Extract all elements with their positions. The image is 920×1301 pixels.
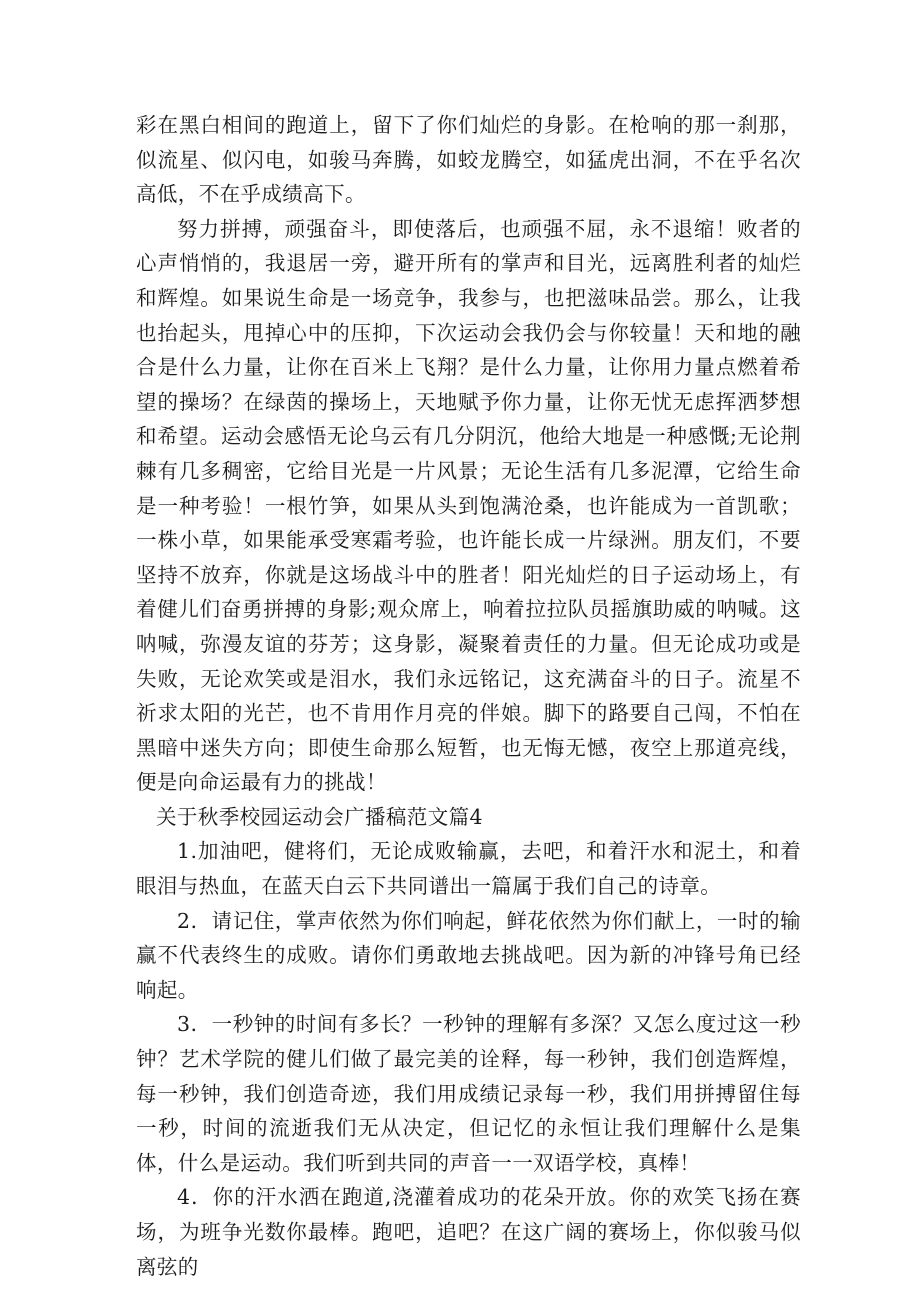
list-item-2: 2．请记住，掌声依然为你们响起，鲜花依然为你们献上，一时的输赢不代表终生的成败。请你们勇敢地去挑战吧。因为新的冲锋号角已经响起。 [136, 908, 801, 1002]
paragraph-continuation: 彩在黑白相间的跑道上，留下了你们灿烂的身影。在枪响的那一刹那，似流星、似闪电，如骏马奔腾，如蛟龙腾空，如猛虎出洞，不在乎名次高低，不在乎成绩高下。 [136, 113, 801, 207]
list-item-4: 4．你的汗水洒在跑道,浇灌着成功的花朵开放。你的欢笑飞扬在赛场，为班争光数你最棒。跑吧，追吧？在这广阔的赛场上，你似骏马似离弦的 [136, 1185, 801, 1279]
section-title: 关于秋季校园运动会广播稿范文篇4 [156, 804, 483, 829]
paragraph-main: 努力拼搏，顽强奋斗，即使落后，也顽强不屈，永不退缩！败者的心声悄悄的，我退居一旁，避开所有的掌声和目光，远离胜利者的灿烂和辉煌。如果说生命是一场竞争，我参与，也把滋味品尝。那么，让我也抬起头，甩掉心中的压抑，下次运动会我仍会与你较量！天和地的融合是什么力量，让你在百米上飞翔？是什么力量，让你用力量点燃着希望的操场？在绿茵的操场上，天地赋予你力量，让你无忧无虑挥洒梦想和希望。运动会感悟无论乌云有几分阴沉，他给大地是一种感慨;无论荆棘有几多稠密，它给目光是一片风景；无论生活有几多泥潭，它给生命是一种考验！一根竹笋，如果从头到饱满沧桑，也许能成为一首凯歌；一株小草，如果能承受寒霜考验，也许能长成一片绿洲。朋友们，不要坚持不放弃，你就是这场战斗中的胜者！阳光灿烂的日子运动场上，有着健儿们奋勇拼搏的身影;观众席上，响着拉拉队员摇旗助威的呐喊。这呐喊，弥漫友谊的芬芳；这身影，凝聚着责任的力量。但无论成功或是失败，无论欢笑或是泪水，我们永远铭记，这充满奋斗的日子。流星不祈求太阳的光芒，也不肯用作月亮的伴娘。脚下的路要自己闯，不怕在黑暗中迷失方向；即使生命那么短暂，也无悔无憾，夜空上那道亮线，便是向命运最有力的挑战！ [136, 216, 801, 795]
list-item-1: 1.加油吧，健将们，无论成败输赢，去吧，和着汗水和泥土，和着眼泪与热血，在蓝天白云下共同谱出一篇属于我们自己的诗章。 [136, 839, 801, 899]
document-page [136, 108, 801, 1284]
list-item-3: 3．一秒钟的时间有多长？一秒钟的理解有多深？又怎么度过这一秒钟？艺术学院的健儿们做了最完美的诠释，每一秒钟，我们创造辉煌，每一秒钟，我们创造奇迹，我们用成绩记录每一秒，我们用拼搏留住每一秒，时间的流逝我们无从决定，但记忆的永恒让我们理解什么是集体，什么是运动。我们听到共同的声音一一双语学校，真棒！ [136, 1012, 801, 1175]
